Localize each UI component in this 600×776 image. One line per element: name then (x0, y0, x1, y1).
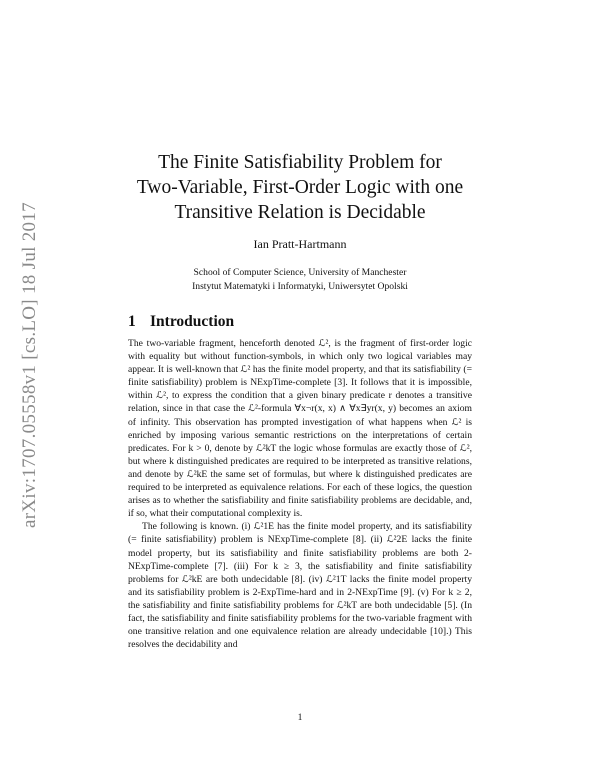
section-heading (128, 313, 472, 331)
section-body (128, 337, 472, 651)
title-line-1: The Finite Satisfiability Problem for (158, 152, 442, 173)
affiliation-2: Instytut Matematyki i Informatyki, Uniwersytet Opolski (192, 281, 408, 292)
paper-title (128, 150, 472, 225)
affiliation-1: School of Computer Science, University of Manchester (193, 267, 407, 278)
section-number: 1 (128, 313, 136, 330)
paper-page (128, 150, 472, 651)
title-line-3: Transitive Relation is Decidable (174, 202, 426, 223)
page-number: 1 (297, 712, 303, 723)
paragraph-1: The two-variable fragment, henceforth denoted ℒ², is the fragment of first-order logic with equality but without function-symbols, in which only two logical variables may appear. It is well-known that ℒ² has the finite model property, and that its satisfiability (= finite satisfiability) problem is NExpTime-complete [3]. It follows that it is impossible, within ℒ², to express the condition that a given binary predicate r denotes a transitive relation, since in that case the ℒ²-formula ∀x¬r(x, x) ∧ ∀x∃yr(x, y) becomes an axiom of infinity. This observation has prompted investigation of what happens when ℒ² is enriched by imposing various semantic restrictions on the interpretations of certain predicates. For k > 0, denote by ℒ²kT the logic whose formulas are exactly those of ℒ², but where k distinguished predicates are required to be interpreted as transitive relations, and denote by ℒ²kE the same set of formulas, but where k distinguished predicates are required to be interpreted as equivalence relations. For each of these logics, the question arises as to whether the satisfiability and finite satisfiability problems are decidable, and, if so, what their computational complexity is. (128, 338, 472, 520)
paragraph-2: The following is known. (i) ℒ²1E has the finite model property, and its satisfiability (= finite satisfiability) problem is NExpTime-complete [8]. (ii) ℒ²2E lacks the finite model property, but its satisfiability and finite satisfiability problems are both 2-NExpTime-complete [7]. (iii) For k ≥ 3, the satisfiability and finite satisfiability problems for ℒ²kE are both undecidable [8]. (iv) ℒ²1T lacks the finite model property and its satisfiability problem is 2-ExpTime-hard and in 2-NExpTime [9]. (v) For k ≥ 2, the satisfiability and finite satisfiability problems for ℒ²kT are both undecidable [5]. (In fact, the satisfiability and finite satisfiability problems for the two-variable fragment with one transitive relation and one equivalence relation are already undecidable [10].) This resolves the decidability and (128, 521, 472, 651)
arxiv-sidebar-stamp (10, 150, 50, 580)
author-name: Ian Pratt-Hartmann (253, 237, 347, 251)
title-line-2: Two-Variable, First-Order Logic with one (136, 177, 464, 198)
arxiv-identifier: arXiv:1707.05558v1 [cs.LO] 18 Jul 2017 (19, 202, 40, 528)
section-title: Introduction (150, 313, 235, 330)
affiliations (128, 266, 472, 294)
